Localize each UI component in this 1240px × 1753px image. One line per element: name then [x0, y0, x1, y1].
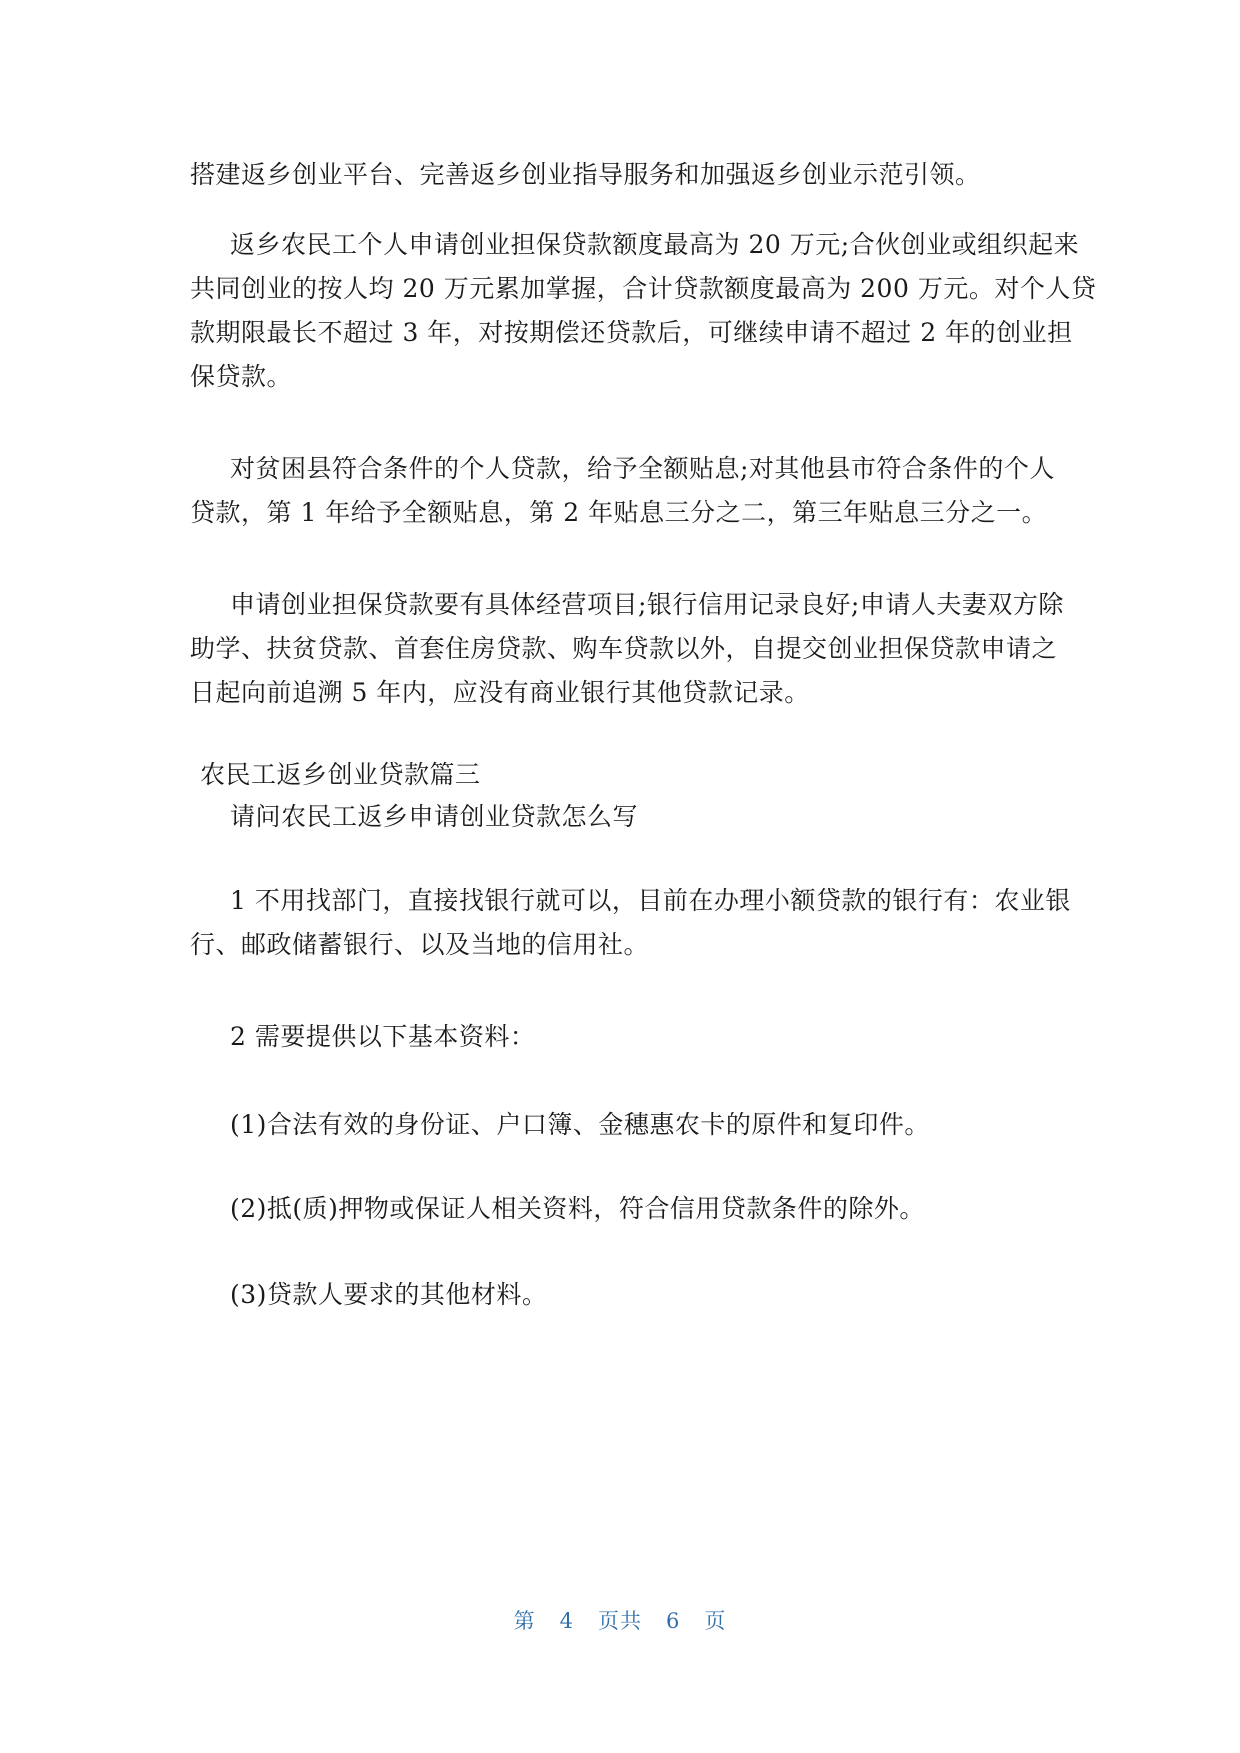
- footer-di: 第: [513, 1609, 536, 1633]
- paragraph-line: 对贫困县符合条件的个人贷款，给予全额贴息;对其他县市符合条件的个人: [230, 454, 1055, 483]
- paragraph-line: 保贷款。: [190, 362, 293, 391]
- paragraph-line: 贷款，第 1 年给予全额贴息，第 2 年贴息三分之二，第三年贴息三分之一。: [190, 498, 1048, 527]
- footer-ye-gong: 页共: [598, 1609, 642, 1633]
- footer-current-page: 4: [559, 1609, 574, 1633]
- paragraph-line: 1 不用找部门，直接找银行就可以，目前在办理小额贷款的银行有：农业银: [230, 886, 1071, 915]
- paragraph-line: 返乡农民工个人申请创业担保贷款额度最高为 20 万元;合伙创业或组织起来: [230, 230, 1080, 259]
- list-item: (3)贷款人要求的其他材料。: [230, 1280, 548, 1309]
- paragraph-line: 助学、扶贫贷款、首套住房贷款、购车贷款以外，自提交创业担保贷款申请之: [190, 634, 1058, 663]
- paragraph-line: 款期限最长不超过 3 年，对按期偿还贷款后，可继续申请不超过 2 年的创业担: [190, 318, 1073, 347]
- list-item: (1)合法有效的身份证、户口簿、金穗惠农卡的原件和复印件。: [230, 1110, 930, 1139]
- paragraph-line: 行、邮政储蓄银行、以及当地的信用社。: [190, 930, 650, 959]
- paragraph-line: 申请创业担保贷款要有具体经营项目;银行信用记录良好;申请人夫妻双方除: [230, 590, 1064, 619]
- paragraph-line: 日起向前追溯 5 年内，应没有商业银行其他贷款记录。: [190, 678, 810, 707]
- footer-total-pages: 6: [666, 1609, 681, 1633]
- page-footer: [0, 1605, 1240, 1635]
- list-item: (2)抵(质)押物或保证人相关资料，符合信用贷款条件的除外。: [230, 1194, 925, 1223]
- section-subheading: 请问农民工返乡申请创业贷款怎么写: [230, 802, 639, 831]
- section-heading: 农民工返乡创业贷款篇三: [200, 760, 481, 789]
- paragraph-line: 共同创业的按人均 20 万元累加掌握，合计贷款额度最高为 200 万元。对个人贷: [190, 274, 1097, 303]
- paragraph-line: 搭建返乡创业平台、完善返乡创业指导服务和加强返乡创业示范引领。: [190, 160, 981, 189]
- footer-ye: 页: [704, 1609, 727, 1633]
- paragraph-line: 2 需要提供以下基本资料：: [230, 1022, 536, 1051]
